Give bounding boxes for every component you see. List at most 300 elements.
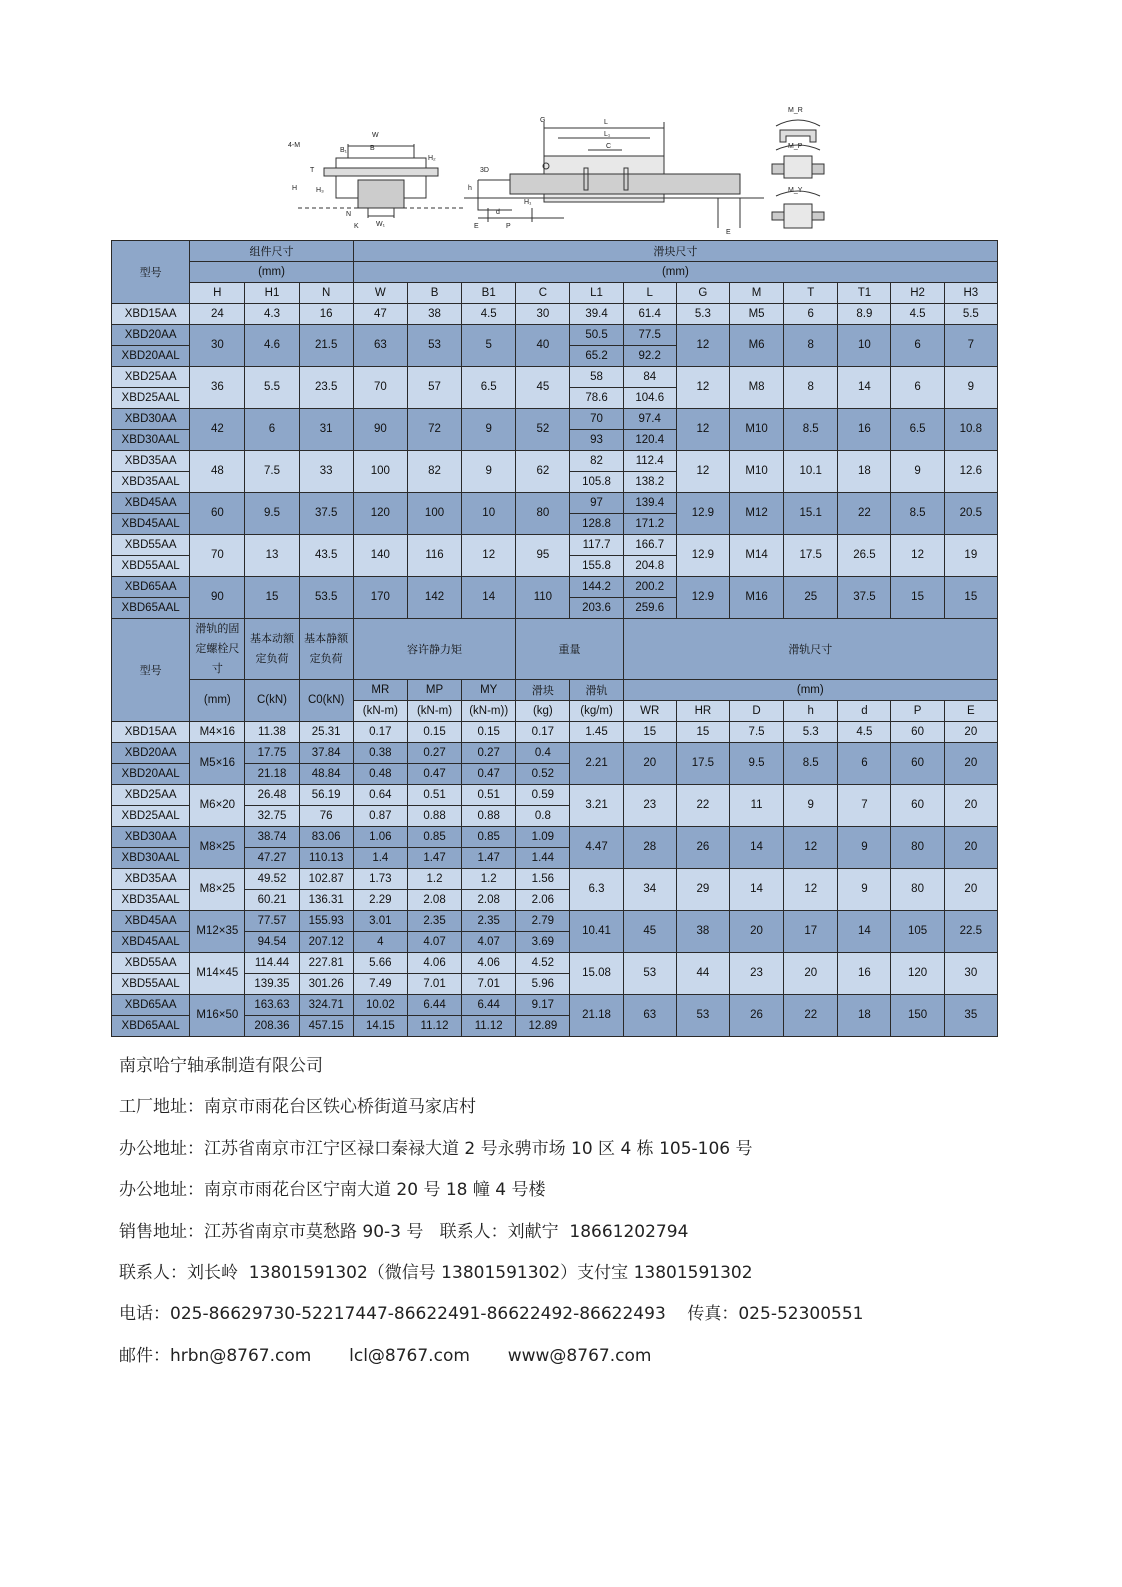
model-cell: XBD35AAL <box>112 890 190 911</box>
cell-c0: 301.26 <box>299 974 353 995</box>
cell-b: 100 <box>407 493 461 535</box>
cell-e: 35 <box>944 995 997 1037</box>
cell-my: 0.85 <box>462 827 516 848</box>
specification-table-body <box>112 241 998 1037</box>
cell-c: 94.54 <box>245 932 299 953</box>
model-cell: XBD25AA <box>112 367 190 388</box>
cell-my: 2.35 <box>462 911 516 932</box>
column-header-w: W <box>353 283 407 304</box>
model-cell: XBD65AA <box>112 577 190 598</box>
cell-h3: 19 <box>944 535 997 577</box>
diagram-label: P <box>506 223 511 230</box>
cell-c0: 227.81 <box>299 953 353 974</box>
contact-line: 南京哈宁轴承制造有限公司 <box>119 1056 323 1076</box>
cell-b1: 9 <box>462 451 516 493</box>
cell-d: 16 <box>838 953 891 995</box>
diagram-label: M_Y <box>788 187 803 194</box>
cell-w: 70 <box>353 367 407 409</box>
cell-rail_kgm: 3.21 <box>570 785 623 827</box>
cell-c: 49.52 <box>245 869 299 890</box>
cell-h: 42 <box>190 409 245 451</box>
cell-h3: 7 <box>944 325 997 367</box>
cell-wr: 53 <box>623 953 676 995</box>
cell-d: 9 <box>838 869 891 911</box>
cell-b1: 14 <box>462 577 516 619</box>
diagram-label: L₁ <box>604 131 611 138</box>
cell-h: 12 <box>784 827 838 869</box>
model-cell: XBD35AA <box>112 869 190 890</box>
cell-b: 57 <box>407 367 461 409</box>
cell-w: 47 <box>353 304 407 325</box>
cell-block_kg: 1.09 <box>516 827 570 848</box>
diagram-label: H <box>292 185 298 192</box>
model-cell: XBD45AAL <box>112 932 190 953</box>
cell-l1: 58 <box>570 367 623 388</box>
model-cell: XBD25AA <box>112 785 190 806</box>
cell-c: 47.27 <box>245 848 299 869</box>
cell-t: 15.1 <box>784 493 838 535</box>
cell-h1: 15 <box>245 577 299 619</box>
model-cell: XBD55AAL <box>112 556 190 577</box>
column-header-mr: MR <box>353 680 407 701</box>
cell-l: 259.6 <box>623 598 676 619</box>
table-row <box>112 743 998 764</box>
cell-g: 12 <box>676 451 729 493</box>
cell-t1: 18 <box>838 451 891 493</box>
cell-mp: 2.08 <box>407 890 461 911</box>
cell-e: 22.5 <box>944 911 997 953</box>
cell-c0: 102.87 <box>299 869 353 890</box>
column-header-c: C <box>516 283 570 304</box>
cell-l1: 39.4 <box>570 304 623 325</box>
cell-l1: 105.8 <box>570 472 623 493</box>
cell-h2: 6 <box>891 325 944 367</box>
cell-my: 1.2 <box>462 869 516 890</box>
cell-hr: 22 <box>676 785 729 827</box>
column-header-t1: T1 <box>838 283 891 304</box>
cell-h: 36 <box>190 367 245 409</box>
column-header-rail-d: D <box>729 701 783 722</box>
cell-l: 200.2 <box>623 577 676 598</box>
cell-t1: 26.5 <box>838 535 891 577</box>
cell-d: 14 <box>729 869 783 911</box>
cell-h: 8.5 <box>784 743 838 785</box>
model-cell: XBD20AAL <box>112 346 190 367</box>
block-weight-unit: (kg) <box>516 701 570 722</box>
cell-t1: 8.9 <box>838 304 891 325</box>
cell-e: 20 <box>944 722 997 743</box>
column-header-b1: B1 <box>462 283 516 304</box>
contact-line: 邮件：hrbn@8767.com lcl@8767.com www@8767.com <box>119 1345 652 1366</box>
cell-wr: 23 <box>623 785 676 827</box>
header-row <box>112 241 998 262</box>
rail-weight-unit: (kg/m) <box>570 701 623 722</box>
cell-c: 38.74 <box>245 827 299 848</box>
cell-p: 60 <box>891 743 944 785</box>
column-header-h2: H2 <box>891 283 944 304</box>
cell-hr: 44 <box>676 953 729 995</box>
cell-h1: 4.6 <box>245 325 299 367</box>
cell-p: 60 <box>891 785 944 827</box>
cell-h1: 9.5 <box>245 493 299 535</box>
cell-t1: 14 <box>838 367 891 409</box>
model-cell: XBD30AA <box>112 827 190 848</box>
weight-header: 重量 <box>516 619 623 680</box>
cell-c: 40 <box>516 325 570 367</box>
cell-m: M8 <box>729 367 783 409</box>
cell-d: 4.5 <box>838 722 891 743</box>
cell-mr: 14.15 <box>353 1016 407 1037</box>
cell-h2: 6 <box>891 367 944 409</box>
cell-h1: 5.5 <box>245 367 299 409</box>
diagram-label: W₁ <box>376 221 385 228</box>
cell-t: 8 <box>784 325 838 367</box>
cell-my: 2.08 <box>462 890 516 911</box>
cell-h: 22 <box>784 995 838 1037</box>
cell-c: 110 <box>516 577 570 619</box>
cell-c: 77.57 <box>245 911 299 932</box>
model-cell: XBD65AAL <box>112 1016 190 1037</box>
cell-bolt: M4×16 <box>190 722 245 743</box>
static-load-unit: C0(kN) <box>299 680 353 722</box>
cell-b1: 10 <box>462 493 516 535</box>
cell-m: M14 <box>729 535 783 577</box>
cell-l: 171.2 <box>623 514 676 535</box>
cell-w: 120 <box>353 493 407 535</box>
cell-mr: 0.64 <box>353 785 407 806</box>
model-cell: XBD65AA <box>112 995 190 1016</box>
cell-n: 23.5 <box>299 367 353 409</box>
cell-c0: 136.31 <box>299 890 353 911</box>
column-header-rail-h: h <box>784 701 838 722</box>
cell-hr: 15 <box>676 722 729 743</box>
cell-c0: 110.13 <box>299 848 353 869</box>
model-cell: XBD15AA <box>112 304 190 325</box>
cell-g: 12.9 <box>676 493 729 535</box>
diagram-label: H₃ <box>316 187 324 194</box>
cell-h1: 13 <box>245 535 299 577</box>
diagram-label: C <box>606 143 612 150</box>
cell-d: 7 <box>838 785 891 827</box>
cell-mp: 0.51 <box>407 785 461 806</box>
cell-t: 8.5 <box>784 409 838 451</box>
cell-l1: 93 <box>570 430 623 451</box>
cell-block_kg: 2.79 <box>516 911 570 932</box>
cell-c0: 48.84 <box>299 764 353 785</box>
cell-c: 139.35 <box>245 974 299 995</box>
cell-mr: 10.02 <box>353 995 407 1016</box>
cell-m: M10 <box>729 451 783 493</box>
model-cell: XBD30AAL <box>112 848 190 869</box>
cell-d: 9.5 <box>729 743 783 785</box>
cell-my: 4.07 <box>462 932 516 953</box>
cell-h2: 6.5 <box>891 409 944 451</box>
cell-d: 26 <box>729 995 783 1037</box>
cell-my: 0.47 <box>462 764 516 785</box>
rail-unit: (mm) <box>623 680 997 701</box>
cell-bolt: M12×35 <box>190 911 245 953</box>
block-unit: (mm) <box>353 262 997 283</box>
cell-t1: 22 <box>838 493 891 535</box>
model-cell: XBD35AAL <box>112 472 190 493</box>
block-dimensions-header: 滑块尺寸 <box>353 241 997 262</box>
cell-t: 10.1 <box>784 451 838 493</box>
cell-b: 82 <box>407 451 461 493</box>
assembly-unit: (mm) <box>190 262 354 283</box>
cell-n: 16 <box>299 304 353 325</box>
cell-h2: 15 <box>891 577 944 619</box>
cell-wr: 28 <box>623 827 676 869</box>
cell-e: 20 <box>944 785 997 827</box>
cell-c: 30 <box>516 304 570 325</box>
column-header-rail-e: E <box>944 701 997 722</box>
cell-block_kg: 0.8 <box>516 806 570 827</box>
diagram-label: L <box>604 119 608 126</box>
cell-l: 204.8 <box>623 556 676 577</box>
cell-block_kg: 4.52 <box>516 953 570 974</box>
cell-c0: 37.84 <box>299 743 353 764</box>
cell-c: 21.18 <box>245 764 299 785</box>
model-cell: XBD30AAL <box>112 430 190 451</box>
cell-wr: 15 <box>623 722 676 743</box>
cell-h: 17 <box>784 911 838 953</box>
cell-my: 7.01 <box>462 974 516 995</box>
cell-d: 11 <box>729 785 783 827</box>
cell-t: 6 <box>784 304 838 325</box>
cell-mp: 1.47 <box>407 848 461 869</box>
cell-h3: 5.5 <box>944 304 997 325</box>
table-row <box>112 827 998 848</box>
table-row <box>112 325 998 346</box>
moment-views-drawing <box>772 120 824 228</box>
table-row <box>112 535 998 556</box>
cell-block_kg: 3.69 <box>516 932 570 953</box>
cell-bolt: M5×16 <box>190 743 245 785</box>
cell-g: 12.9 <box>676 577 729 619</box>
cell-d: 23 <box>729 953 783 995</box>
cell-t: 8 <box>784 367 838 409</box>
cell-mp: 0.15 <box>407 722 461 743</box>
column-header-m: M <box>729 283 783 304</box>
cell-c0: 25.31 <box>299 722 353 743</box>
cell-mr: 1.73 <box>353 869 407 890</box>
cell-h2: 8.5 <box>891 493 944 535</box>
cell-hr: 17.5 <box>676 743 729 785</box>
cell-c0: 155.93 <box>299 911 353 932</box>
cell-l: 166.7 <box>623 535 676 556</box>
cell-p: 80 <box>891 827 944 869</box>
diagram-label: W <box>372 132 379 139</box>
cell-h2: 4.5 <box>891 304 944 325</box>
cell-c: 52 <box>516 409 570 451</box>
cell-mp: 0.47 <box>407 764 461 785</box>
cell-wr: 34 <box>623 869 676 911</box>
my-unit: (kN-m)) <box>462 701 516 722</box>
cell-rail_kgm: 6.3 <box>570 869 623 911</box>
cell-mp: 7.01 <box>407 974 461 995</box>
cell-t1: 16 <box>838 409 891 451</box>
cell-c: 32.75 <box>245 806 299 827</box>
cell-n: 21.5 <box>299 325 353 367</box>
cell-g: 5.3 <box>676 304 729 325</box>
diagram-label: 3D <box>480 167 489 174</box>
cell-l1: 203.6 <box>570 598 623 619</box>
column-header-l1: L1 <box>570 283 623 304</box>
contact-line: 办公地址：南京市雨花台区宁南大道 20 号 18 幢 4 号楼 <box>119 1180 546 1201</box>
cell-l1: 97 <box>570 493 623 514</box>
diagram-label: B <box>370 145 375 152</box>
model-cell: XBD25AAL <box>112 806 190 827</box>
cell-b: 38 <box>407 304 461 325</box>
diagram-label: G <box>540 117 546 124</box>
cell-block_kg: 0.59 <box>516 785 570 806</box>
model-cell: XBD65AAL <box>112 598 190 619</box>
cell-n: 43.5 <box>299 535 353 577</box>
diagram-label: h <box>468 185 472 192</box>
diagram-label: N <box>346 211 352 218</box>
company-contact-block <box>119 1051 1019 1382</box>
cell-d: 20 <box>729 911 783 953</box>
cell-b: 53 <box>407 325 461 367</box>
assembly-dimensions-header: 组件尺寸 <box>190 241 354 262</box>
diagram-label: M_P <box>788 143 803 150</box>
cell-mp: 11.12 <box>407 1016 461 1037</box>
cell-block_kg: 0.17 <box>516 722 570 743</box>
cell-c: 26.48 <box>245 785 299 806</box>
table-row <box>112 953 998 974</box>
diagram-label: 4-M <box>288 142 301 149</box>
cell-h3: 10.8 <box>944 409 997 451</box>
column-header-l: L <box>623 283 676 304</box>
table-row <box>112 304 998 325</box>
cell-l1: 144.2 <box>570 577 623 598</box>
cell-d: 9 <box>838 827 891 869</box>
cell-d: 7.5 <box>729 722 783 743</box>
cell-my: 0.27 <box>462 743 516 764</box>
model-cell: XBD45AAL <box>112 514 190 535</box>
cell-my: 0.88 <box>462 806 516 827</box>
cell-b1: 9 <box>462 409 516 451</box>
cell-l1: 50.5 <box>570 325 623 346</box>
cell-m: M10 <box>729 409 783 451</box>
column-header-t: T <box>784 283 838 304</box>
cell-h: 70 <box>190 535 245 577</box>
cell-block_kg: 2.06 <box>516 890 570 911</box>
cell-c: 60.21 <box>245 890 299 911</box>
cell-d: 14 <box>729 827 783 869</box>
table-row <box>112 493 998 514</box>
cell-bolt: M8×25 <box>190 827 245 869</box>
table-row <box>112 451 998 472</box>
cell-my: 1.47 <box>462 848 516 869</box>
contact-line: 销售地址：江苏省南京市莫愁路 90-3 号 联系人：刘献宁 18661202794 <box>119 1221 689 1242</box>
cell-p: 80 <box>891 869 944 911</box>
cell-n: 31 <box>299 409 353 451</box>
diagram-label: M_R <box>788 107 803 114</box>
dynamic-load-header: 基本动额定负荷 <box>245 619 299 680</box>
cell-e: 20 <box>944 827 997 869</box>
model-cell: XBD20AA <box>112 325 190 346</box>
model-cell: XBD30AA <box>112 409 190 430</box>
specification-table <box>111 240 998 1037</box>
cell-mp: 6.44 <box>407 995 461 1016</box>
cell-h2: 12 <box>891 535 944 577</box>
cell-l1: 117.7 <box>570 535 623 556</box>
cell-c0: 56.19 <box>299 785 353 806</box>
cell-hr: 38 <box>676 911 729 953</box>
cell-e: 30 <box>944 953 997 995</box>
cell-h1: 7.5 <box>245 451 299 493</box>
rail-dimensions-header: 滑轨尺寸 <box>623 619 997 680</box>
cell-mr: 7.49 <box>353 974 407 995</box>
cell-h: 5.3 <box>784 722 838 743</box>
column-header-g: G <box>676 283 729 304</box>
cell-wr: 45 <box>623 911 676 953</box>
cell-mp: 2.35 <box>407 911 461 932</box>
diagram-label: E <box>474 223 479 230</box>
cell-c0: 457.15 <box>299 1016 353 1037</box>
cell-h: 48 <box>190 451 245 493</box>
column-header-h1: H1 <box>245 283 299 304</box>
cell-mp: 0.85 <box>407 827 461 848</box>
bolt-size-header: 滑轨的固定螺栓尺寸 <box>190 619 245 680</box>
cell-hr: 53 <box>676 995 729 1037</box>
cell-h: 20 <box>784 953 838 995</box>
cell-g: 12.9 <box>676 535 729 577</box>
cell-block_kg: 12.89 <box>516 1016 570 1037</box>
cell-my: 0.15 <box>462 722 516 743</box>
contact-line: 联系人：刘长岭 13801591302（微信号 13801591302）支付宝 13801591302 <box>119 1262 753 1283</box>
cell-m: M16 <box>729 577 783 619</box>
cell-mr: 0.48 <box>353 764 407 785</box>
cell-l1: 82 <box>570 451 623 472</box>
cell-c: 45 <box>516 367 570 409</box>
cell-w: 140 <box>353 535 407 577</box>
guide-dimension-diagram <box>288 100 848 238</box>
cell-t1: 37.5 <box>838 577 891 619</box>
cell-p: 105 <box>891 911 944 953</box>
cell-w: 90 <box>353 409 407 451</box>
static-load-header: 基本静额定负荷 <box>299 619 353 680</box>
cell-c: 114.44 <box>245 953 299 974</box>
cell-n: 53.5 <box>299 577 353 619</box>
cell-h: 12 <box>784 869 838 911</box>
cell-h2: 9 <box>891 451 944 493</box>
cell-hr: 29 <box>676 869 729 911</box>
cell-c: 80 <box>516 493 570 535</box>
column-header-rail-d: d <box>838 701 891 722</box>
cell-block_kg: 5.96 <box>516 974 570 995</box>
cell-mr: 2.29 <box>353 890 407 911</box>
model-cell: XBD55AAL <box>112 974 190 995</box>
cell-h3: 20.5 <box>944 493 997 535</box>
diagram-label: K <box>354 223 359 230</box>
cell-g: 12 <box>676 409 729 451</box>
column-header-b: B <box>407 283 461 304</box>
cell-rail_kgm: 21.18 <box>570 995 623 1037</box>
cell-t: 17.5 <box>784 535 838 577</box>
cell-hr: 26 <box>676 827 729 869</box>
cell-mp: 0.88 <box>407 806 461 827</box>
cell-e: 20 <box>944 869 997 911</box>
cell-c: 17.75 <box>245 743 299 764</box>
cell-l: 77.5 <box>623 325 676 346</box>
cell-t: 25 <box>784 577 838 619</box>
cell-h3: 12.6 <box>944 451 997 493</box>
cell-h1: 6 <box>245 409 299 451</box>
cell-c: 163.63 <box>245 995 299 1016</box>
bolt-unit: (mm) <box>190 680 245 722</box>
